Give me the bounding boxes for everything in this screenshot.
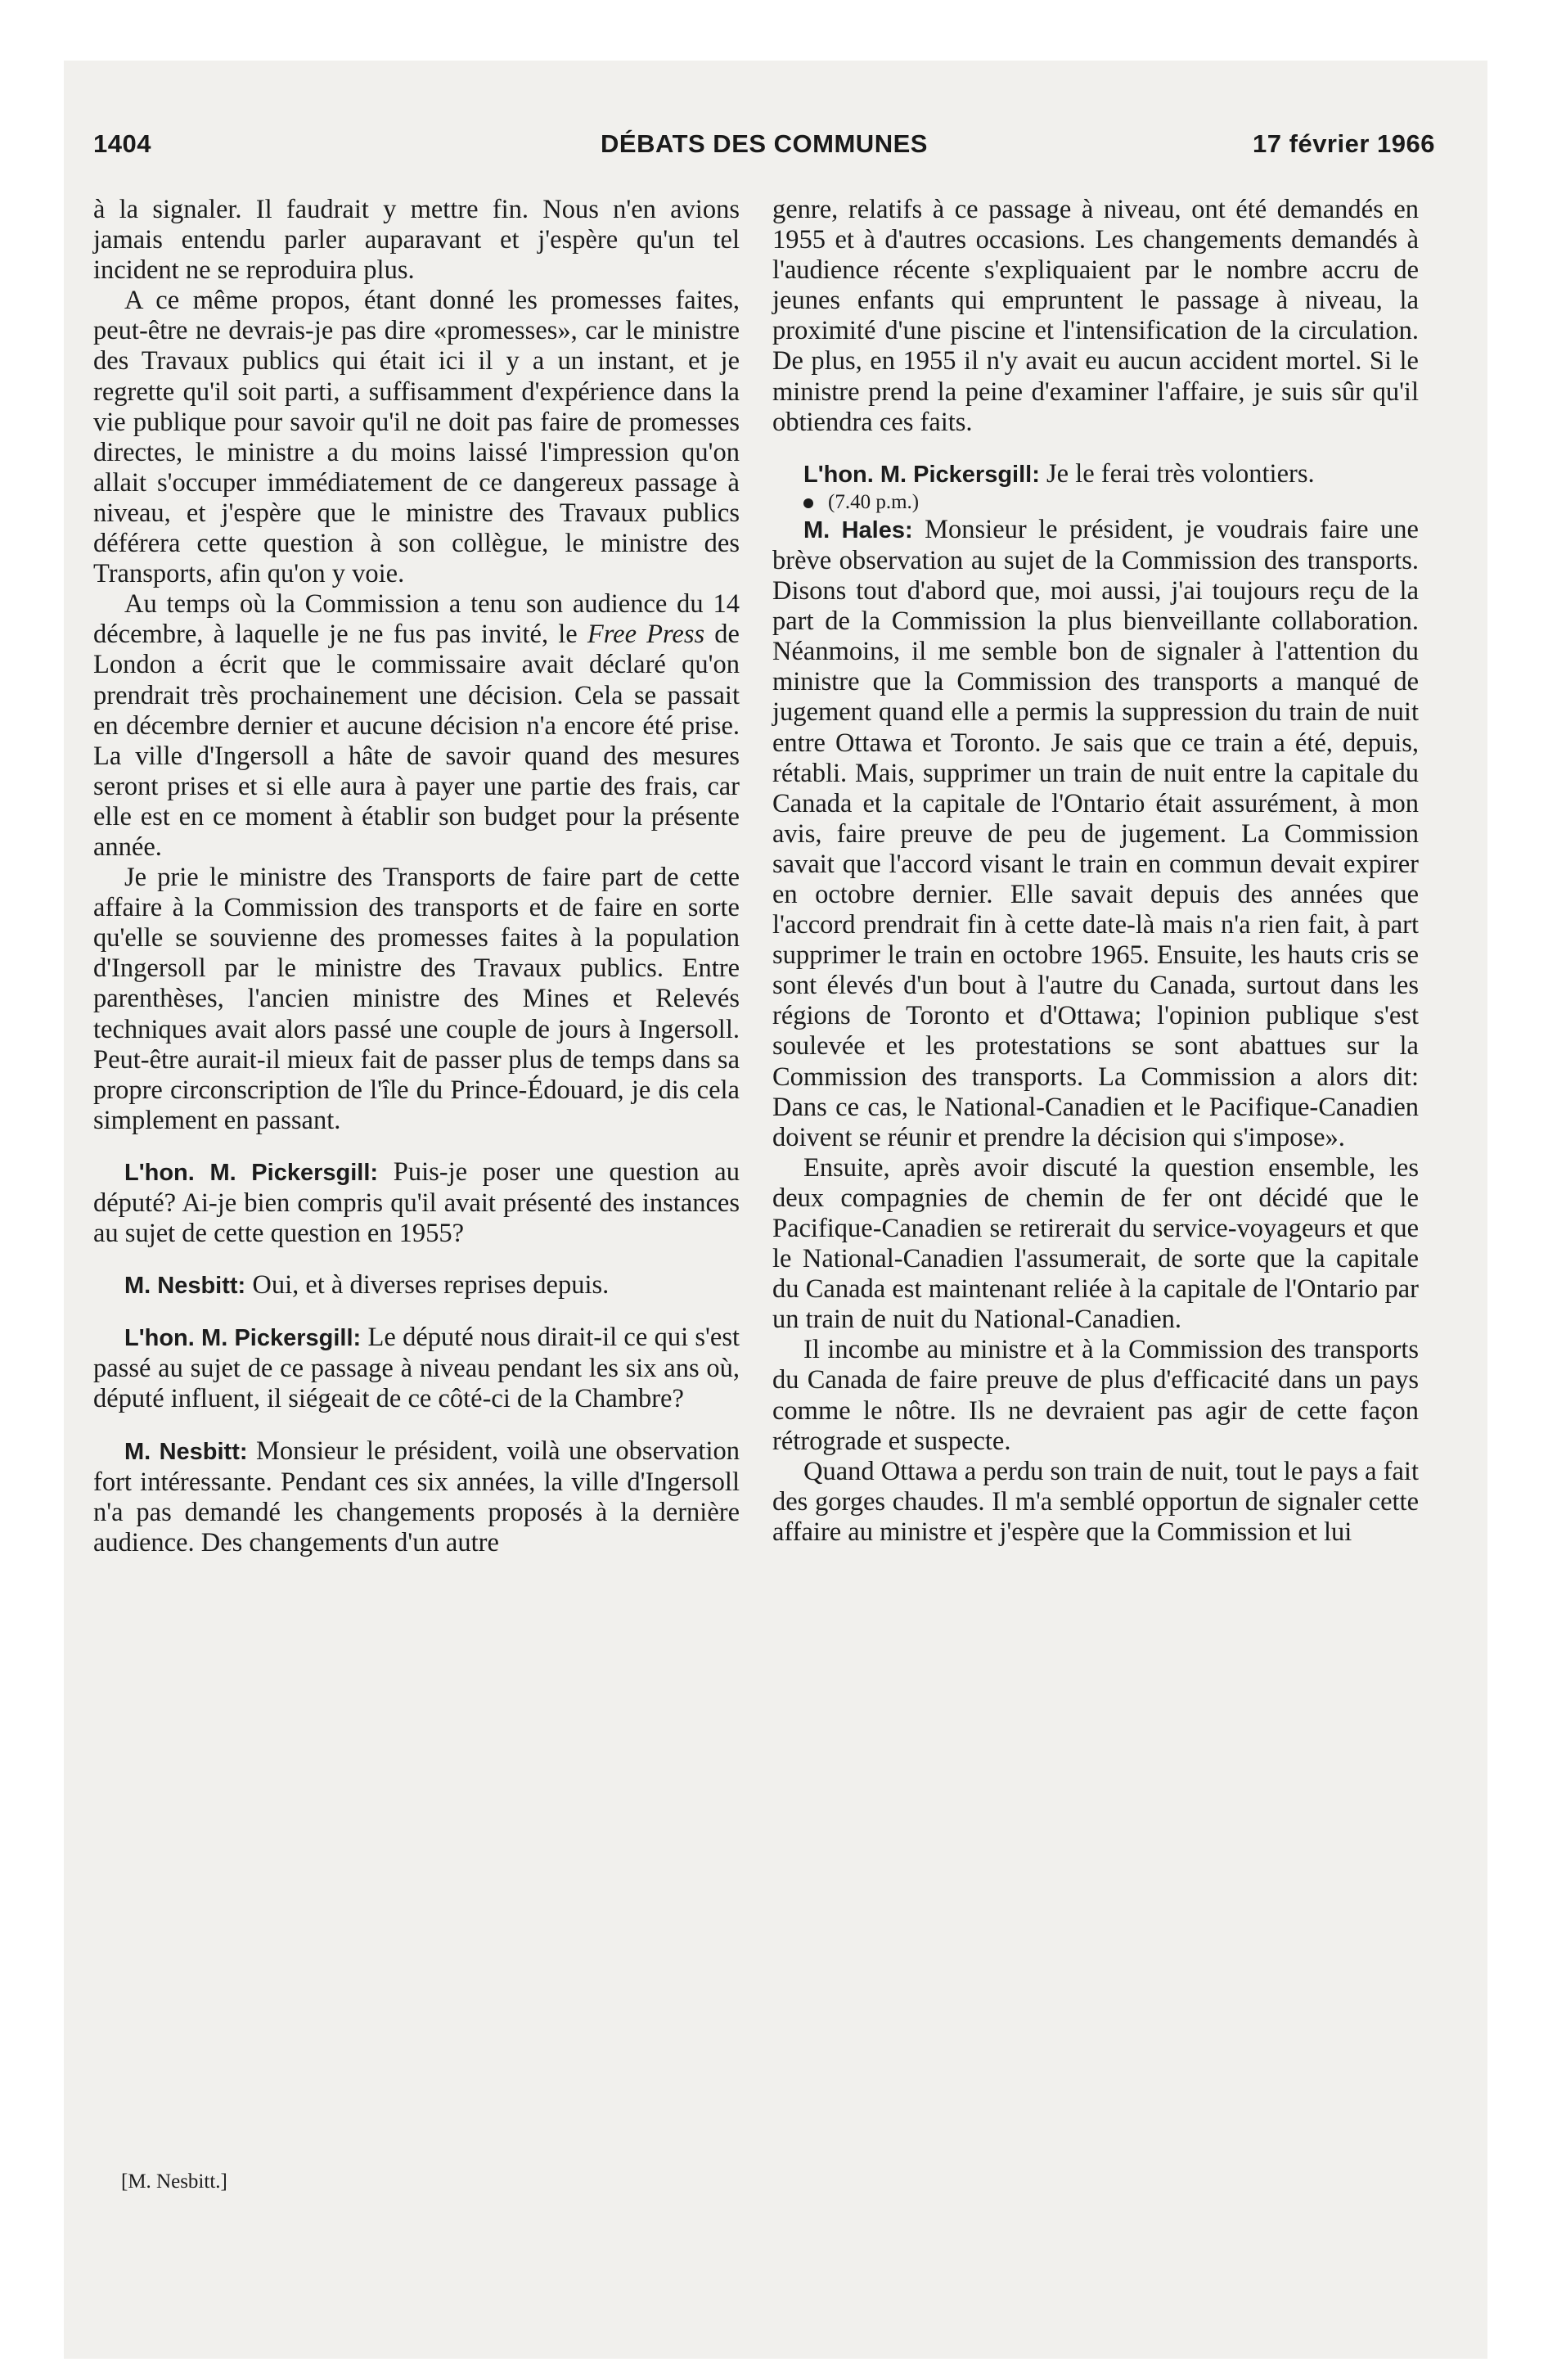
paragraph: genre, relatifs à ce passage à niveau, ont été demandés en 1955 et à d'autres occasions. Les changements demandés à l'audience récente s'expliquaient par le nombre accru de jeunes enfants qui empruntent le passage à niveau, la proximité d'une piscine et l'intensification de la circulation. De plus, en 1955 il n'y avait eu aucun accident mortel. Si le ministre prend la peine d'examiner l'affaire, je suis sûr qu'il obtiendra ces faits. [772, 195, 1419, 437]
timestamp-text: (7.40 p.m.) [828, 490, 920, 513]
speech [93, 1436, 740, 1558]
newspaper-title: Free Press [587, 620, 705, 650]
speech-text: Oui, et à diverses reprises depuis. [245, 1270, 610, 1300]
speaker-name: L'hon. M. Pickersgill: [803, 461, 1040, 488]
bullet-icon [803, 498, 813, 508]
paragraph [93, 589, 740, 863]
speech [93, 1323, 740, 1414]
speaker-footnote: [M. Nesbitt.] [121, 2170, 227, 2193]
speech [93, 1270, 740, 1301]
paragraph: Je prie le ministre des Transports de faire part de cette affaire à la Commission des transports et de faire en sorte qu'elle se souvienne des promesses faites à la population d'Ingersoll par le ministre des Travaux publics. Entre parenthèses, l'ancien ministre des Mines et Relevés techniques avait alors passé une couple de jours à Ingersoll. Peut-être aurait-il mieux fait de passer plus de temps dans sa propre circonscription de l'île du Prince-Édouard, je dis cela simplement en passant. [93, 863, 740, 1135]
page-number: 1404 [93, 129, 151, 158]
speaker-name: L'hon. M. Pickersgill: [124, 1159, 379, 1186]
speech-text: Le député nous dirait-il ce qui s'est passé au sujet de ce passage à niveau pendant les six ans où, député influent, il siégeait de ce côté-ci de la Chambre? [93, 1323, 740, 1414]
speech-text: Monsieur le président, je voudrais faire une brève observation au sujet de la Commission des transports. Disons tout d'abord que, moi aussi, j'ai toujours reçu de la part de la Commission la plus bienveillante collaboration. Néanmoins, il me semble bon de signaler à l'attention du ministre que la Commission des transports a manqué de jugement quand elle a permis la suppression du train de nuit entre Ottawa et Toronto. Je sais que ce train a été, depuis, rétabli. Mais, supprimer un train de nuit entre la capitale du Canada et la capitale de l'Ontario était assurément, à mon avis, faire preuve de peu de jugement. La Commission savait que l'accord visant le train en commun devait expirer en octobre dernier. Elle savait depuis des années que l'accord prendrait fin à cette date-là mais n'a rien fait, à part supprimer le train en octobre 1965. Ensuite, les hauts cris se sont élevés d'un bout à l'autre du Canada, surtout dans les régions de Toronto et d'Ottawa; l'opinion publique s'est soulevée et les protestations se sont abattues sur la Commission des transports. La Commission a alors dit: Dans ce cas, le National-Canadien et le Pacifique-Canadien doivent se réunir et prendre la décision qui s'impose». [772, 514, 1419, 1152]
paragraph: Il incombe au ministre et à la Commission des transports du Canada de faire preuve de plus d'efficacité dans un pays comme le nôtre. Ils ne devraient pas agir de cette façon rétrograde et suspecte. [772, 1335, 1419, 1456]
speaker-name: M. Hales: [803, 516, 913, 543]
page-header [93, 129, 1435, 170]
speaker-name: M. Nesbitt: [124, 1273, 246, 1300]
right-column [772, 195, 1419, 1548]
speech [93, 1157, 740, 1249]
left-column [93, 195, 740, 1558]
paragraph-text: de London a écrit que le commissaire avait déclaré qu'on prendrait très prochainement une décision. Cela se passait en décembre dernier et aucune décision n'a encore été prise. La ville d'Ingersoll a hâte de savoir quand des mesures seront prises et si elle aura à payer une partie des frais, car elle est en ce moment à établir son budget pour la présente année. [93, 620, 740, 862]
speech [772, 515, 1419, 1153]
paragraph: Quand Ottawa a perdu son train de nuit, tout le pays a fait des gorges chaudes. Il m'a semblé opportun de signaler cette affaire au ministre et j'espère que la Commission et lui [772, 1456, 1419, 1547]
speaker-name: L'hon. M. Pickersgill: [124, 1325, 362, 1352]
page-date: 17 février 1966 [1253, 129, 1435, 158]
speech-text: Puis-je poser une question au député? Ai-je bien compris qu'il avait présenté des instances au sujet de cette question en 1955? [93, 1156, 740, 1249]
speech [772, 459, 1419, 490]
paragraph: Ensuite, après avoir discuté la question ensemble, les deux compagnies de chemin de fer ont décidé que le Pacifique-Canadien se retirerait du service-voyageurs et que le National-Canadien l'assumerait, de sorte que la capitale du Canada est maintenant reliée à la capitale de l'Ontario par un train de nuit du National-Canadien. [772, 1152, 1419, 1335]
paragraph: A ce même propos, étant donné les promesses faites, peut-être ne devrais-je pas dire «promesses», car le ministre des Travaux publics qui était ici il y a un instant, et je regrette qu'il soit parti, a suffisamment d'expérience dans la vie publique pour savoir qu'il ne doit pas faire de promesses directes, le ministre a du moins laissé l'impression qu'on allait s'occuper immédiatement de ce dangereux passage à niveau, et j'espère que le ministre des Travaux publics déférera cette question à son collègue, le ministre des Transports, afin qu'on y voie. [93, 286, 740, 589]
page-title: DÉBATS DES COMMUNES [601, 129, 928, 158]
paragraph: à la signaler. Il faudrait y mettre fin. Nous n'en avions jamais entendu parler auparavant et j'espère qu'un tel incident ne se reproduira plus. [93, 195, 740, 286]
speech-text: Je le ferai très volontiers. [1039, 458, 1315, 489]
paragraph-text: Au temps où la Commission a tenu son audience du 14 décembre, à laquelle je ne fus pas invité, le [93, 589, 740, 650]
speaker-name: M. Nesbitt: [124, 1438, 248, 1465]
timestamp [772, 490, 1419, 515]
speech-text: Monsieur le président, voilà une observation fort intéressante. Pendant ces six années, la ville d'Ingersoll n'a pas demandé les changements proposés à la dernière audience. Des changements d'un autre [93, 1436, 740, 1557]
